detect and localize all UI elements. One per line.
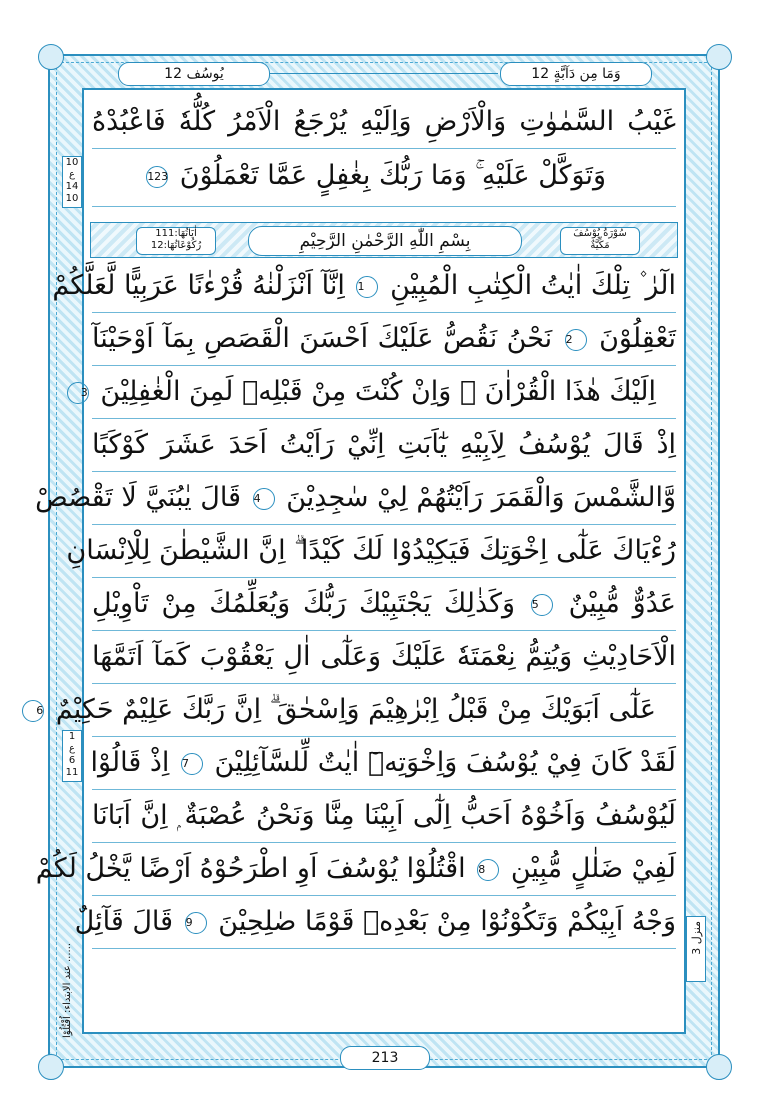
line-text-continued: وَكَذٰلِكَ يَجْتَبِيْكَ رَبُّكَ وَيُعَلِّمُكَ مِنْ تَاْوِيْلِ [92, 588, 516, 619]
line-text: رُءْيَاكَ عَلٰٓى اِخْوَتِكَ فَيَكِيْدُوْا لَكَ كَيْدًا ۗ اِنَّ الشَّيْطٰنَ لِلْاِنْسَانِ [66, 535, 676, 566]
line-rule [92, 948, 676, 949]
ruku-marker-value: 10 [65, 157, 79, 168]
ruku-marker-value: ع [69, 743, 75, 754]
line-content [35, 845, 676, 893]
line-text: عَلٰٓى اَبَوَيْكَ مِنْ قَبْلُ اِبْرٰهِيْمَ وَاِسْحٰقَ ۗ اِنَّ رَبَّكَ عَلِيْمٌ حَكِيْمٌ [55, 694, 656, 725]
line-text: غَيْبُ السَّمٰوٰتِ وَالْاَرْضِ وَاِلَيْهِ يُرْجَعُ الْاَمْرُ كُلُّهٗ فَاعْبُدْهُ [92, 106, 676, 137]
surah-count-tag [136, 227, 216, 255]
line-content [36, 686, 656, 734]
text-line [74, 898, 676, 946]
line-text: اِذْ قَالَ يُوْسُفُ لِاَبِيْهِ يٰٓاَبَتِ اِنِّيْ رَاَيْتُ اَحَدَ عَشَرَ كَوْكَبًا [92, 429, 676, 460]
text-line [35, 845, 676, 893]
line-rule [92, 312, 676, 313]
line-text: تَعْقِلُوْنَ [599, 323, 676, 354]
text-line [35, 474, 676, 522]
text-line [92, 633, 676, 681]
line-content [92, 315, 676, 363]
waqf-note: ...... عند الابتداء: اُقْتُلُوْا [62, 942, 73, 1038]
manzil-marker [686, 916, 706, 982]
ruku-count: رُكُوْعَاتُهَا:12 [150, 240, 202, 251]
text-line [92, 739, 676, 787]
line-text: لَفِيْ ضَلٰلٍ مُّبِيْنِ [510, 853, 676, 884]
ayah-marker: 123 [146, 166, 168, 188]
text-line [92, 580, 676, 628]
corner-ornament-icon [706, 44, 732, 70]
ayah-marker: 3 [67, 382, 89, 404]
line-text-continued: قَالَ قَآئِلٌ [74, 906, 174, 937]
text-line [92, 792, 676, 840]
page-number: 213 [340, 1046, 430, 1070]
header-divider [270, 73, 498, 74]
line-rule [92, 789, 676, 790]
line-text-continued: اقْتُلُوْا يُوْسُفَ اَوِ اطْرَحُوْهُ اَرْضًا يَّخْلُ لَكُمْ [35, 853, 466, 884]
line-content [92, 580, 676, 628]
line-text: اِلَيْكَ هٰذَا الْقُرْاٰنَ ۖ وَاِنْ كُنْتَ مِنْ قَبْلِهٖ لَمِنَ الْغٰفِلِيْنَ [100, 376, 656, 407]
ayah-marker: 7 [181, 753, 203, 775]
line-text: الْاَحَادِيْثِ وَيُتِمُّ نِعْمَتَهٗ عَلَيْكَ وَعَلٰٓى اٰلِ يَعْقُوْبَ كَمَآ اَتَمَّهَا [92, 641, 676, 672]
line-text: لَيُوْسُفُ وَاَخُوْهُ اَحَبُّ اِلٰٓى اَبِيْنَا مِنَّا وَنَحْنُ عُصْبَةٌ ۭ اِنَّ اَبَانَا [92, 800, 676, 831]
ayat-count: اٰيَاتُهَا:111 [155, 228, 197, 239]
line-rule [92, 895, 676, 896]
line-rule [92, 683, 676, 684]
line-text: لَقَدْ كَانَ فِيْ يُوْسُفَ وَاِخْوَتِهٖٓ اٰيٰتٌ لِّلسَّآئِلِيْنَ [214, 747, 676, 778]
line-rule [92, 524, 676, 525]
line-text: وَتَوَكَّلْ عَلَيْهِ ۚ وَمَا رَبُّكَ بِغٰفِلٍ عَمَّا تَعْمَلُوْنَ [179, 160, 606, 191]
text-line [92, 98, 676, 146]
bismillah: بِسْمِ اللّٰهِ الرَّحْمٰنِ الرَّحِيْمِ [248, 226, 522, 256]
ayah-marker: 9 [185, 912, 207, 934]
line-content [92, 739, 676, 787]
line-text-continued: اِذْ قَالُوْا [90, 747, 170, 778]
ruku-marker-mid [62, 730, 82, 782]
text-line [52, 262, 676, 310]
line-rule [92, 471, 676, 472]
manzil-label: منزل 3 [689, 921, 703, 955]
text-line [80, 368, 676, 416]
ayah-marker: 6 [22, 700, 44, 722]
line-rule [92, 206, 676, 207]
header-surah-label: يُوسُف 12 [118, 62, 270, 86]
surah-type: مَكِّيَّةٌ [590, 240, 610, 251]
ayah-marker: 2 [565, 329, 587, 351]
line-text: عَدُوٌّ مُّبِيْنٌ [568, 588, 676, 619]
header-para-label: وَمَا مِن دَآبَّةٍ 12 [500, 62, 652, 86]
text-line [36, 686, 676, 734]
line-rule [92, 148, 676, 149]
line-text-continued: نَحْنُ نَقُصُّ عَلَيْكَ اَحْسَنَ الْقَصَصِ بِمَآ اَوْحَيْنَآ [92, 323, 553, 354]
line-rule [92, 418, 676, 419]
text-line [92, 421, 676, 469]
line-content [92, 421, 676, 469]
text-line [92, 315, 676, 363]
line-content [92, 633, 676, 681]
ruku-marker-value: 10 [65, 193, 79, 204]
surah-name: سُوْرَةُ يُوْسُفَ [573, 228, 627, 239]
line-text: وَجْهُ اَبِيْكُمْ وَتَكُوْنُوْا مِنْ بَعْدِهٖ قَوْمًا صٰلِحِيْنَ [218, 906, 676, 937]
surah-name-tag [560, 227, 640, 255]
corner-ornament-icon [706, 1054, 732, 1080]
line-content [66, 527, 676, 575]
ruku-marker-top [62, 156, 82, 208]
line-rule [92, 630, 676, 631]
ruku-marker-value: ع [69, 169, 75, 180]
line-content [92, 792, 676, 840]
line-rule [92, 736, 676, 737]
ruku-marker-value: 14 [65, 181, 79, 192]
line-text-continued: قَالَ يٰبُنَيَّ لَا تَقْصُصْ [35, 482, 242, 513]
text-line [92, 152, 676, 200]
ayah-marker: 5 [531, 594, 553, 616]
ruku-marker-value: 6 [68, 755, 76, 766]
line-content [35, 474, 676, 522]
ruku-marker-value: 1 [68, 731, 76, 742]
line-text: الٓرٰ ۫ تِلْكَ اٰيٰتُ الْكِتٰبِ الْمُبِيْنِ [390, 270, 676, 301]
line-text: وَّالشَّمْسَ وَالْقَمَرَ رَاَيْتُهُمْ لِيْ سٰجِدِيْنَ [286, 482, 676, 513]
ayah-marker: 4 [253, 488, 275, 510]
line-rule [92, 577, 676, 578]
text-line [66, 527, 676, 575]
line-rule [92, 842, 676, 843]
corner-ornament-icon [38, 1054, 64, 1080]
line-text-continued: اِنَّآ اَنْزَلْنٰهُ قُرْءٰنًا عَرَبِيًّا لَّعَلَّكُمْ [52, 270, 345, 301]
ruku-marker-value: 11 [65, 767, 79, 778]
corner-ornament-icon [38, 44, 64, 70]
ayah-marker: 1 [356, 276, 378, 298]
line-rule [92, 365, 676, 366]
line-content [80, 368, 656, 416]
line-content [74, 898, 676, 946]
ayah-marker: 8 [477, 859, 499, 881]
line-content [52, 262, 676, 310]
